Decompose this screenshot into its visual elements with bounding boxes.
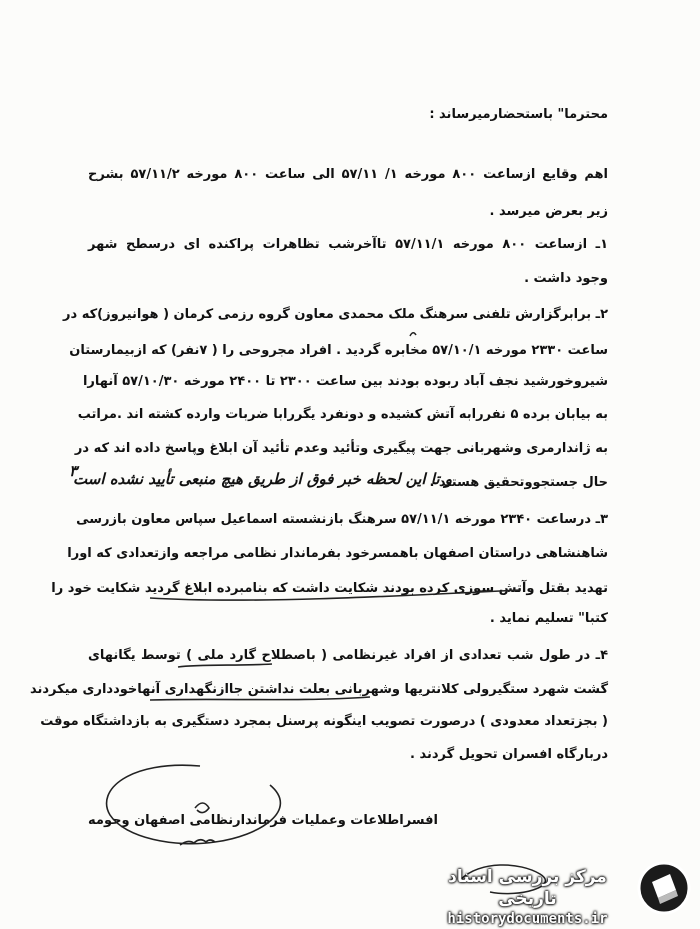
item-3-line-4: کتبا" تسلیم نماید .	[489, 611, 608, 626]
intro-line-1: اهم وقایع ازساعت ۸۰۰ مورخه ۱/ ۵۷/۱۱ الی ساعت ۸۰۰ مورخه ۵۷/۱۱/۲ بشرح	[88, 167, 608, 182]
signature-loop	[107, 765, 281, 843]
item-2-line-5: به ژاندارمری وشهربانی جهت پیگیری وتأئید وعدم تأئید آن ابلاغ وپاسخ داده اند که در	[74, 441, 608, 456]
pen-underline-refusal	[150, 697, 370, 700]
item-3-line-3: تهدید بقتل وآتش سوزی کرده بودند شکایت داشت که بنامبرده ابلاغ گردید شکایت خود را	[51, 581, 608, 596]
item-1-line-2: وجود داشت .	[524, 271, 608, 286]
signature-line: افسراطلاعات وعملیات فرماندارنظامی اصفهان وحومه	[88, 813, 438, 828]
item-3-line-2: شاهنشاهی دراستان اصفهان باهمسرخود بفرماندار نظامی مراجعه وازتعدادی که اورا	[67, 546, 608, 561]
item-2-line-2: ساعت ۲۳۳۰ مورخه ۵۷/۱۰/۱ مخابره گردید . افراد مجروحی را ( ۷نفر) که ازبیمارستان	[69, 343, 608, 358]
watermark-url: historydocuments.ir	[447, 911, 608, 927]
item-2-line-6: حال جستجووتحقیق هستند .	[429, 475, 608, 490]
archive-watermark	[420, 866, 635, 928]
intro-line-2: زیر بعرض میرسد .	[489, 204, 608, 219]
pen-tick-mark	[410, 333, 416, 336]
handwritten-margin-number: ۳	[68, 462, 78, 480]
item-4-line-1: ۴ـ در طول شب تعدادی از افراد غیرنظامی ( باصطلاح گارد ملی ) توسط یگانهای	[88, 648, 608, 663]
watermark-title: مرکز بررسی اسناد تاریخی	[448, 867, 607, 909]
archive-logo-icon	[636, 860, 692, 916]
handwritten-note: و تا این لحظه خبر فوق از طریق هیچ منبعی تأیید نشده است	[73, 470, 452, 488]
signature-initial	[195, 803, 209, 813]
item-2-line-4: به بیابان برده ۵ نفررابه آتش کشیده و دونفرد یگررابا ضربات وارده کشته اند .مراتب	[77, 407, 608, 422]
item-1-line-1: ۱ـ ازساعت ۸۰۰ مورخه ۵۷/۱۱/۱ تاآخرشب تظاهرات پراکنده ای درسطح شهر	[88, 237, 608, 252]
item-2-line-1: ۲ـ برابرگزارش تلفنی سرهنگ ملک محمدی معاون گروه رزمی کرمان ( هوانیروز)که در	[63, 307, 608, 322]
item-4-line-4: دربارگاه افسران تحویل گردند .	[410, 747, 608, 762]
pen-underline-guard	[178, 664, 272, 667]
item-4-line-3: ( بجزتعداد معدودی ) درصورت تصویب اینگونه پرسنل بمجرد دستگیری به بازداشتگاه موقت	[40, 714, 608, 729]
item-3-line-1: ۳ـ درساعت ۲۳۴۰ مورخه ۵۷/۱۱/۱ سرهنگ بازنشسته اسماعیل سپاس معاون بازرسی	[76, 512, 608, 527]
salutation: محترما" باستحضارمیرساند :	[429, 107, 608, 122]
item-4-line-2: گشت شهرد ستگیرولی کلانتریها وشهربانی بعلت نداشتن جاازنگهداری آنهاخودداری میکردند	[29, 682, 608, 697]
item-2-line-3: شیروخورشید نجف آباد ربوده بودند بین ساعت ۲۳۰۰ تا ۲۴۰۰ مورخه ۵۷/۱۰/۳۰ آنهارا	[82, 374, 608, 389]
pen-underline-threat	[150, 590, 520, 600]
